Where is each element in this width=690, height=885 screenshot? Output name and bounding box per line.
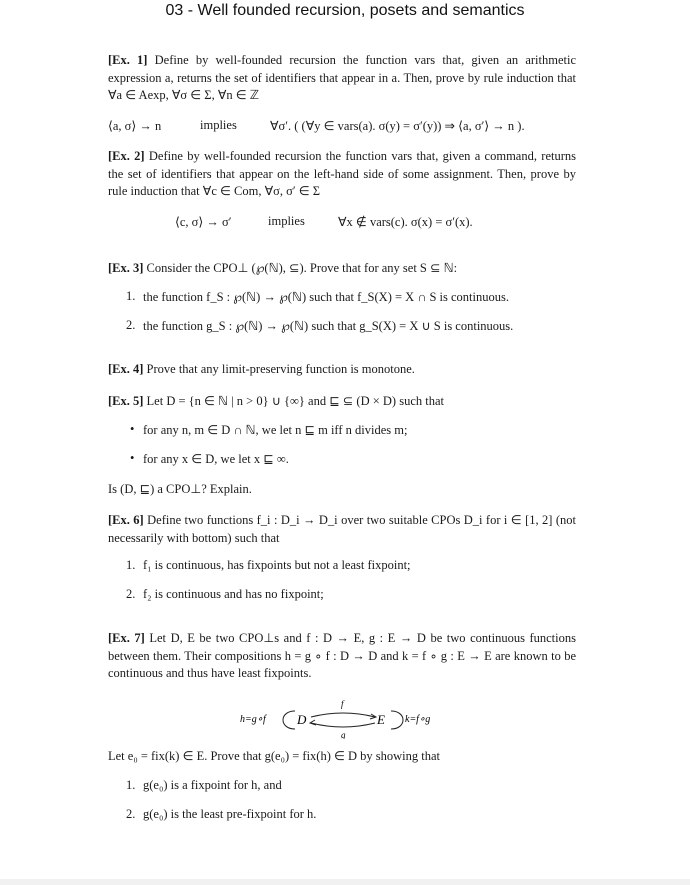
exercise-3-item-1-text: the function f_S : ℘(ℕ) → ℘(ℕ) such that f_S(X) = X ∩ S is continuous.: [143, 290, 509, 304]
exercise-7-item-1-number: 1.: [126, 778, 136, 792]
exercise-1: [108, 52, 576, 105]
exercise-3-item-1-number: 1.: [126, 289, 136, 303]
diagram-left-loop-label: h=g∘f: [240, 714, 266, 725]
composition-diagram: [235, 697, 455, 739]
exercise-3: [108, 260, 576, 278]
left-loop-arrow: [283, 711, 295, 729]
exercise-6-item-1-text: f₁ is continuous, has fixpoints but not a least fixpoint;: [143, 558, 411, 572]
exercise-2-label: [Ex. 2]: [108, 149, 145, 163]
bullet-icon: •: [130, 451, 135, 465]
bullet-icon: •: [130, 422, 135, 436]
exercise-6-item-2-number: 2.: [126, 587, 136, 601]
exercise-1-formula-right: ∀σ′. ( (∀y ∈ vars(a). σ(y) = σ′(y)) ⇒ ⟨a, σ′⟩ → n ).: [270, 119, 525, 133]
diagram-node-d: D: [297, 712, 307, 727]
page-bottom-edge: [0, 879, 690, 885]
exercise-7-item-2-number: 2.: [126, 807, 136, 821]
exercise-1-label: [Ex. 1]: [108, 53, 148, 67]
exercise-3-label: [Ex. 3]: [108, 261, 144, 275]
exercise-4-text: Prove that any limit-preserving function is monotone.: [146, 362, 415, 376]
exercise-2-formula-left: ⟨c, σ⟩ → σ′: [175, 215, 232, 229]
diagram-g-label: g: [341, 730, 346, 739]
exercise-2: [108, 148, 576, 201]
exercise-2-formula-right: ∀x ∉ vars(c). σ(x) = σ′(x).: [338, 215, 473, 229]
exercise-6-label: [Ex. 6]: [108, 513, 144, 527]
exercise-7-label: [Ex. 7]: [108, 631, 145, 645]
exercise-5-bullet-2: for any x ∈ D, we let x ⊑ ∞.: [143, 452, 289, 466]
exercise-5-bullet-1: for any n, m ∈ D ∩ ℕ, we let n ⊑ m iff n divides m;: [143, 423, 408, 437]
exercise-2-text: Define by well-founded recursion the function vars that, given a command, returns the set of identifiers that appear on the left-hand side of some assignment. Then, prove by rule induction that ∀c ∈ Com, ∀σ, σ′ ∈ Σ: [108, 149, 576, 198]
exercise-7: [108, 630, 576, 683]
diagram-node-e: E: [377, 712, 385, 727]
exercise-2-implies: implies: [268, 214, 305, 228]
exercise-5-label: [Ex. 5]: [108, 394, 144, 408]
exercise-5: [108, 393, 576, 411]
right-loop-arrow: [391, 711, 403, 729]
exercise-5-question: Is (D, ⊑) a CPO⊥? Explain.: [108, 482, 252, 496]
exercise-1-formula-left: ⟨a, σ⟩ → n: [108, 119, 162, 133]
exercise-3-item-2-text: the function g_S : ℘(ℕ) → ℘(ℕ) such that g_S(X) = X ∪ S is continuous.: [143, 319, 514, 333]
g-arrow: [311, 723, 375, 727]
diagram-right-loop-label: k=f∘g: [405, 714, 431, 725]
exercise-1-text: Define by well-founded recursion the function vars that, given an arithmetic expression a, returns the set of identifiers that appear in a. Then, prove by rule induction that ∀a ∈ Aexp, ∀σ ∈ Σ, ∀n ∈ ℤ: [108, 53, 576, 102]
exercise-4: [108, 361, 576, 379]
exercise-6-text: Define two functions f_i : D_i → D_i over two suitable CPOs D_i for i ∈ [1, 2] (not necessarily with bottom) such that: [108, 513, 576, 545]
g-arrowhead: [310, 720, 316, 725]
exercise-7-item-1-text: g(e₀) is a fixpoint for h, and: [143, 778, 282, 792]
diagram-f-label: f: [341, 699, 344, 709]
exercise-4-label: [Ex. 4]: [108, 362, 144, 376]
exercise-3-text: Consider the CPO⊥ (℘(ℕ), ⊆). Prove that for any set S ⊆ ℕ:: [146, 261, 458, 275]
f-arrow: [311, 713, 375, 717]
exercise-6-item-1-number: 1.: [126, 558, 136, 572]
exercise-1-implies: implies: [200, 118, 237, 132]
exercise-7-let-text: Let e₀ = fix(k) ∈ E. Prove that g(e₀) = fix(h) ∈ D by showing that: [108, 749, 441, 763]
exercise-7-item-2-text: g(e₀) is the least pre-fixpoint for h.: [143, 807, 317, 821]
exercise-7-text: Let D, E be two CPO⊥s and f : D → E, g : E → D be two continuous functions between them. Their compositions h = g ∘ f : D → D and k = f ∘ g : E → E are known to be continuous and thus have least fixpoints.: [108, 631, 576, 680]
exercise-5-text: Let D = {n ∈ ℕ | n > 0} ∪ {∞} and ⊑ ⊆ (D × D) such that: [146, 394, 444, 408]
exercise-3-item-2-number: 2.: [126, 318, 136, 332]
page-title: 03 - Well founded recursion, posets and semantics: [165, 2, 525, 19]
exercise-6-item-2-text: f₂ is continuous and has no fixpoint;: [143, 587, 324, 601]
exercise-6: [108, 512, 576, 547]
